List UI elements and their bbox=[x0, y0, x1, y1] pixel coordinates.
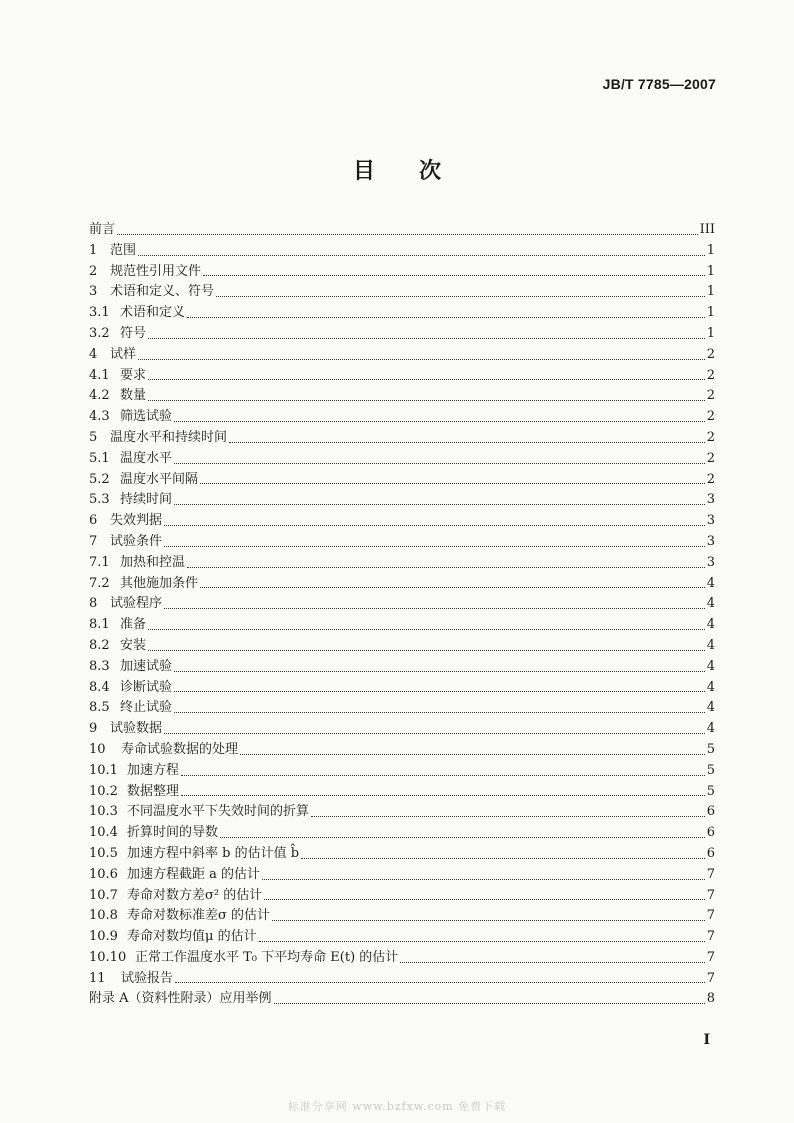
toc-entry-number: 6 bbox=[89, 513, 98, 529]
toc-entry[interactable] bbox=[89, 220, 715, 241]
toc-entry-number: 10.2 bbox=[89, 783, 118, 799]
toc-entry-number: 4.2 bbox=[89, 388, 110, 404]
toc-entry[interactable] bbox=[89, 532, 715, 553]
toc-entry-title: 准备 bbox=[120, 617, 147, 633]
toc-entry[interactable] bbox=[89, 886, 715, 907]
toc-entry[interactable] bbox=[89, 927, 715, 948]
toc-entry-number: 10.9 bbox=[89, 929, 118, 945]
toc-entry-title: 数量 bbox=[120, 388, 147, 404]
toc-entry[interactable] bbox=[89, 782, 715, 803]
toc-entry-number: 11 bbox=[89, 970, 106, 986]
toc-entry[interactable] bbox=[89, 594, 715, 615]
toc-entry-title: 筛选试验 bbox=[120, 409, 173, 425]
toc-entry-page: 3 bbox=[706, 513, 715, 529]
toc-dot-leader bbox=[174, 712, 705, 713]
toc-dot-leader bbox=[164, 546, 705, 547]
toc-entry[interactable] bbox=[89, 844, 715, 865]
toc-entry-number: 10.3 bbox=[89, 804, 118, 820]
toc-entry-number: 8.3 bbox=[89, 658, 110, 674]
toc-entry[interactable] bbox=[89, 948, 715, 969]
toc-dot-leader bbox=[200, 587, 705, 588]
watermark-text: 标准分享网 www.bzfxw.com 免费下载 bbox=[287, 1100, 507, 1113]
toc-dot-leader bbox=[220, 837, 705, 838]
table-of-contents bbox=[89, 220, 715, 1010]
toc-entry[interactable] bbox=[89, 282, 715, 303]
toc-entry-title: 范围 bbox=[110, 242, 137, 258]
toc-dot-leader bbox=[187, 567, 705, 568]
toc-dot-leader bbox=[148, 629, 705, 630]
toc-dot-leader bbox=[400, 962, 704, 963]
toc-entry-number: 5.2 bbox=[89, 471, 110, 487]
toc-entry-page: 6 bbox=[706, 804, 715, 820]
toc-entry-page: 2 bbox=[706, 450, 715, 466]
toc-entry-number: 10 bbox=[89, 741, 106, 757]
toc-entry-number: 3 bbox=[89, 284, 98, 300]
toc-dot-leader bbox=[200, 483, 705, 484]
toc-entry-page: 1 bbox=[706, 305, 715, 321]
toc-dot-leader bbox=[117, 234, 698, 235]
toc-entry-page: 7 bbox=[706, 929, 715, 945]
toc-entry-page: 4 bbox=[706, 637, 715, 653]
toc-entry[interactable] bbox=[89, 719, 715, 740]
toc-dot-leader bbox=[148, 379, 705, 380]
standard-code: JB/T 7785—2007 bbox=[602, 76, 716, 92]
toc-entry[interactable] bbox=[89, 615, 715, 636]
toc-entry-number: 7.2 bbox=[89, 575, 110, 591]
toc-entry[interactable] bbox=[89, 553, 715, 574]
toc-dot-leader bbox=[174, 421, 705, 422]
toc-entry-title: 加热和控温 bbox=[120, 554, 186, 570]
toc-entry[interactable] bbox=[89, 386, 715, 407]
toc-entry-number: 4 bbox=[89, 346, 98, 362]
toc-entry-number: 8.2 bbox=[89, 637, 110, 653]
toc-entry-title: 试验报告 bbox=[121, 970, 174, 986]
toc-entry-title: 加速方程截距 a 的估计 bbox=[127, 866, 261, 882]
toc-dot-leader bbox=[311, 816, 705, 817]
toc-entry-title: 试验程序 bbox=[110, 596, 163, 612]
toc-entry-page: 2 bbox=[706, 388, 715, 404]
toc-entry-page: 4 bbox=[706, 596, 715, 612]
toc-entry-number: 3.1 bbox=[89, 305, 110, 321]
toc-dot-leader bbox=[264, 899, 705, 900]
toc-dot-leader bbox=[174, 691, 705, 692]
toc-entry[interactable] bbox=[89, 407, 715, 428]
toc-entry-number: 5.3 bbox=[89, 492, 110, 508]
toc-dot-leader bbox=[262, 879, 705, 880]
toc-entry-title: 前言 bbox=[89, 222, 116, 237]
toc-dot-leader bbox=[187, 317, 705, 318]
toc-entry-title: 温度水平间隔 bbox=[120, 471, 199, 487]
toc-entry-title: 诊断试验 bbox=[120, 679, 173, 695]
toc-entry-number: 5.1 bbox=[89, 450, 110, 466]
toc-entry-title: 不同温度水平下失效时间的折算 bbox=[127, 804, 310, 820]
toc-entry[interactable] bbox=[89, 428, 715, 449]
toc-entry-title: 试样 bbox=[110, 346, 137, 362]
toc-dot-leader bbox=[181, 775, 705, 776]
toc-entry-title: 正常工作温度水平 T₀ 下平均寿命 E(t) 的估计 bbox=[135, 949, 399, 965]
toc-entry-number: 7 bbox=[89, 533, 98, 549]
toc-entry[interactable] bbox=[89, 740, 715, 761]
toc-dot-leader bbox=[174, 671, 705, 672]
toc-entry[interactable] bbox=[89, 678, 715, 699]
toc-entry[interactable] bbox=[89, 241, 715, 262]
toc-dot-leader bbox=[138, 255, 705, 256]
toc-entry-title: 失效判据 bbox=[110, 513, 163, 529]
toc-entry-page: 2 bbox=[706, 429, 715, 445]
toc-entry-title: 温度水平和持续时间 bbox=[110, 429, 228, 445]
toc-entry-title: 加速方程中斜率 b 的估计值 b̂ bbox=[127, 845, 300, 861]
toc-entry[interactable] bbox=[89, 802, 715, 823]
toc-entry-page: 1 bbox=[706, 325, 715, 341]
toc-entry-page: 5 bbox=[706, 741, 715, 757]
toc-dot-leader bbox=[138, 359, 705, 360]
toc-entry-number: 5 bbox=[89, 429, 98, 445]
page-number: I bbox=[703, 1032, 710, 1048]
toc-entry-page: 5 bbox=[706, 762, 715, 778]
toc-dot-leader bbox=[274, 1003, 705, 1004]
toc-dot-leader bbox=[174, 504, 705, 505]
toc-entry-number: 2 bbox=[89, 263, 98, 279]
toc-entry-number: 1 bbox=[89, 242, 98, 258]
toc-entry-page: III bbox=[699, 222, 715, 237]
toc-entry-title: 附录 A（资料性附录）应用举例 bbox=[89, 991, 272, 1007]
toc-entry-title: 寿命对数均值μ 的估计 bbox=[127, 929, 257, 945]
toc-dot-leader bbox=[181, 795, 705, 796]
toc-entry-title: 符号 bbox=[120, 325, 147, 341]
toc-dot-leader bbox=[174, 463, 705, 464]
toc-entry-page: 1 bbox=[706, 263, 715, 279]
toc-entry[interactable] bbox=[89, 698, 715, 719]
toc-entry-number: 9 bbox=[89, 721, 98, 737]
toc-dot-leader bbox=[216, 296, 705, 297]
toc-dot-leader bbox=[148, 338, 705, 339]
toc-dot-leader bbox=[175, 982, 705, 983]
toc-entry-title: 术语和定义、符号 bbox=[110, 284, 215, 300]
toc-entry-title: 加速方程 bbox=[127, 762, 180, 778]
toc-entry[interactable] bbox=[89, 906, 715, 927]
toc-entry-title: 持续时间 bbox=[120, 492, 173, 508]
toc-entry-title: 寿命对数方差σ² 的估计 bbox=[127, 887, 263, 903]
toc-entry[interactable] bbox=[89, 574, 715, 595]
toc-dot-leader bbox=[148, 650, 705, 651]
toc-entry-page: 8 bbox=[706, 991, 715, 1007]
toc-entry-title: 试验数据 bbox=[110, 721, 163, 737]
toc-dot-leader bbox=[229, 442, 705, 443]
toc-entry-page: 7 bbox=[706, 949, 715, 965]
toc-entry-title: 试验条件 bbox=[110, 533, 163, 549]
toc-entry-number: 8.1 bbox=[89, 617, 110, 633]
toc-entry-page: 5 bbox=[706, 783, 715, 799]
toc-entry-page: 1 bbox=[706, 242, 715, 258]
toc-entry[interactable] bbox=[89, 262, 715, 283]
toc-dot-leader bbox=[240, 754, 705, 755]
toc-entry-page: 3 bbox=[706, 492, 715, 508]
toc-entry-number: 8.4 bbox=[89, 679, 110, 695]
toc-entry[interactable] bbox=[89, 511, 715, 532]
toc-entry[interactable] bbox=[89, 345, 715, 366]
toc-entry-title: 要求 bbox=[120, 367, 147, 383]
toc-entry-title: 寿命试验数据的处理 bbox=[121, 741, 239, 757]
toc-entry-number: 10.4 bbox=[89, 825, 118, 841]
toc-entry-page: 2 bbox=[706, 346, 715, 362]
toc-entry-page: 7 bbox=[706, 887, 715, 903]
toc-entry-title: 术语和定义 bbox=[120, 305, 186, 321]
toc-entry-title: 数据整理 bbox=[127, 783, 180, 799]
toc-entry-page: 6 bbox=[706, 845, 715, 861]
toc-dot-leader bbox=[164, 608, 705, 609]
toc-entry[interactable] bbox=[89, 989, 715, 1010]
toc-dot-leader bbox=[272, 920, 705, 921]
toc-entry-number: 4.1 bbox=[89, 367, 110, 383]
toc-entry-number: 10.7 bbox=[89, 887, 118, 903]
toc-entry[interactable] bbox=[89, 470, 715, 491]
toc-entry[interactable] bbox=[89, 969, 715, 990]
toc-entry-number: 3.2 bbox=[89, 325, 110, 341]
toc-dot-leader bbox=[301, 858, 705, 859]
toc-entry-number: 8 bbox=[89, 596, 98, 612]
toc-entry[interactable] bbox=[89, 865, 715, 886]
toc-entry-title: 折算时间的导数 bbox=[127, 825, 219, 841]
toc-entry[interactable] bbox=[89, 636, 715, 657]
toc-entry-page: 4 bbox=[706, 679, 715, 695]
toc-entry-number: 4.3 bbox=[89, 409, 110, 425]
toc-entry-title: 其他施加条件 bbox=[120, 575, 199, 591]
toc-entry-page: 7 bbox=[706, 970, 715, 986]
toc-dot-leader bbox=[203, 275, 705, 276]
toc-entry-title: 加速试验 bbox=[120, 658, 173, 674]
toc-entry-page: 4 bbox=[706, 700, 715, 716]
page-title: 目次 bbox=[352, 158, 485, 184]
toc-entry-page: 3 bbox=[706, 533, 715, 549]
toc-entry-page: 3 bbox=[706, 554, 715, 570]
toc-entry[interactable] bbox=[89, 490, 715, 511]
toc-entry-number: 10.8 bbox=[89, 908, 118, 924]
toc-entry-page: 2 bbox=[706, 409, 715, 425]
toc-entry[interactable] bbox=[89, 303, 715, 324]
toc-dot-leader bbox=[164, 733, 705, 734]
toc-entry[interactable] bbox=[89, 657, 715, 678]
toc-entry-page: 7 bbox=[706, 866, 715, 882]
toc-entry-page: 6 bbox=[706, 825, 715, 841]
toc-entry-number: 10.5 bbox=[89, 845, 118, 861]
toc-entry[interactable] bbox=[89, 324, 715, 345]
toc-entry-title: 终止试验 bbox=[120, 700, 173, 716]
toc-entry-title: 规范性引用文件 bbox=[110, 263, 202, 279]
toc-entry[interactable] bbox=[89, 761, 715, 782]
toc-entry-title: 温度水平 bbox=[120, 450, 173, 466]
toc-entry-number: 10.6 bbox=[89, 866, 118, 882]
toc-entry-number: 10.10 bbox=[89, 949, 127, 965]
toc-entry[interactable] bbox=[89, 823, 715, 844]
toc-entry-number: 10.1 bbox=[89, 762, 118, 778]
toc-entry-title: 寿命对数标准差σ 的估计 bbox=[127, 908, 271, 924]
toc-entry-title: 安装 bbox=[120, 637, 147, 653]
toc-dot-leader bbox=[164, 525, 705, 526]
toc-entry-page: 1 bbox=[706, 284, 715, 300]
toc-entry-page: 4 bbox=[706, 575, 715, 591]
toc-entry[interactable] bbox=[89, 449, 715, 470]
toc-entry-page: 4 bbox=[706, 721, 715, 737]
toc-dot-leader bbox=[259, 941, 705, 942]
toc-entry[interactable] bbox=[89, 366, 715, 387]
toc-entry-page: 2 bbox=[706, 471, 715, 487]
toc-entry-number: 8.5 bbox=[89, 700, 110, 716]
toc-entry-page: 2 bbox=[706, 367, 715, 383]
toc-entry-page: 7 bbox=[706, 908, 715, 924]
toc-entry-page: 4 bbox=[706, 658, 715, 674]
toc-dot-leader bbox=[148, 400, 705, 401]
toc-entry-number: 7.1 bbox=[89, 554, 110, 570]
toc-entry-page: 4 bbox=[706, 617, 715, 633]
